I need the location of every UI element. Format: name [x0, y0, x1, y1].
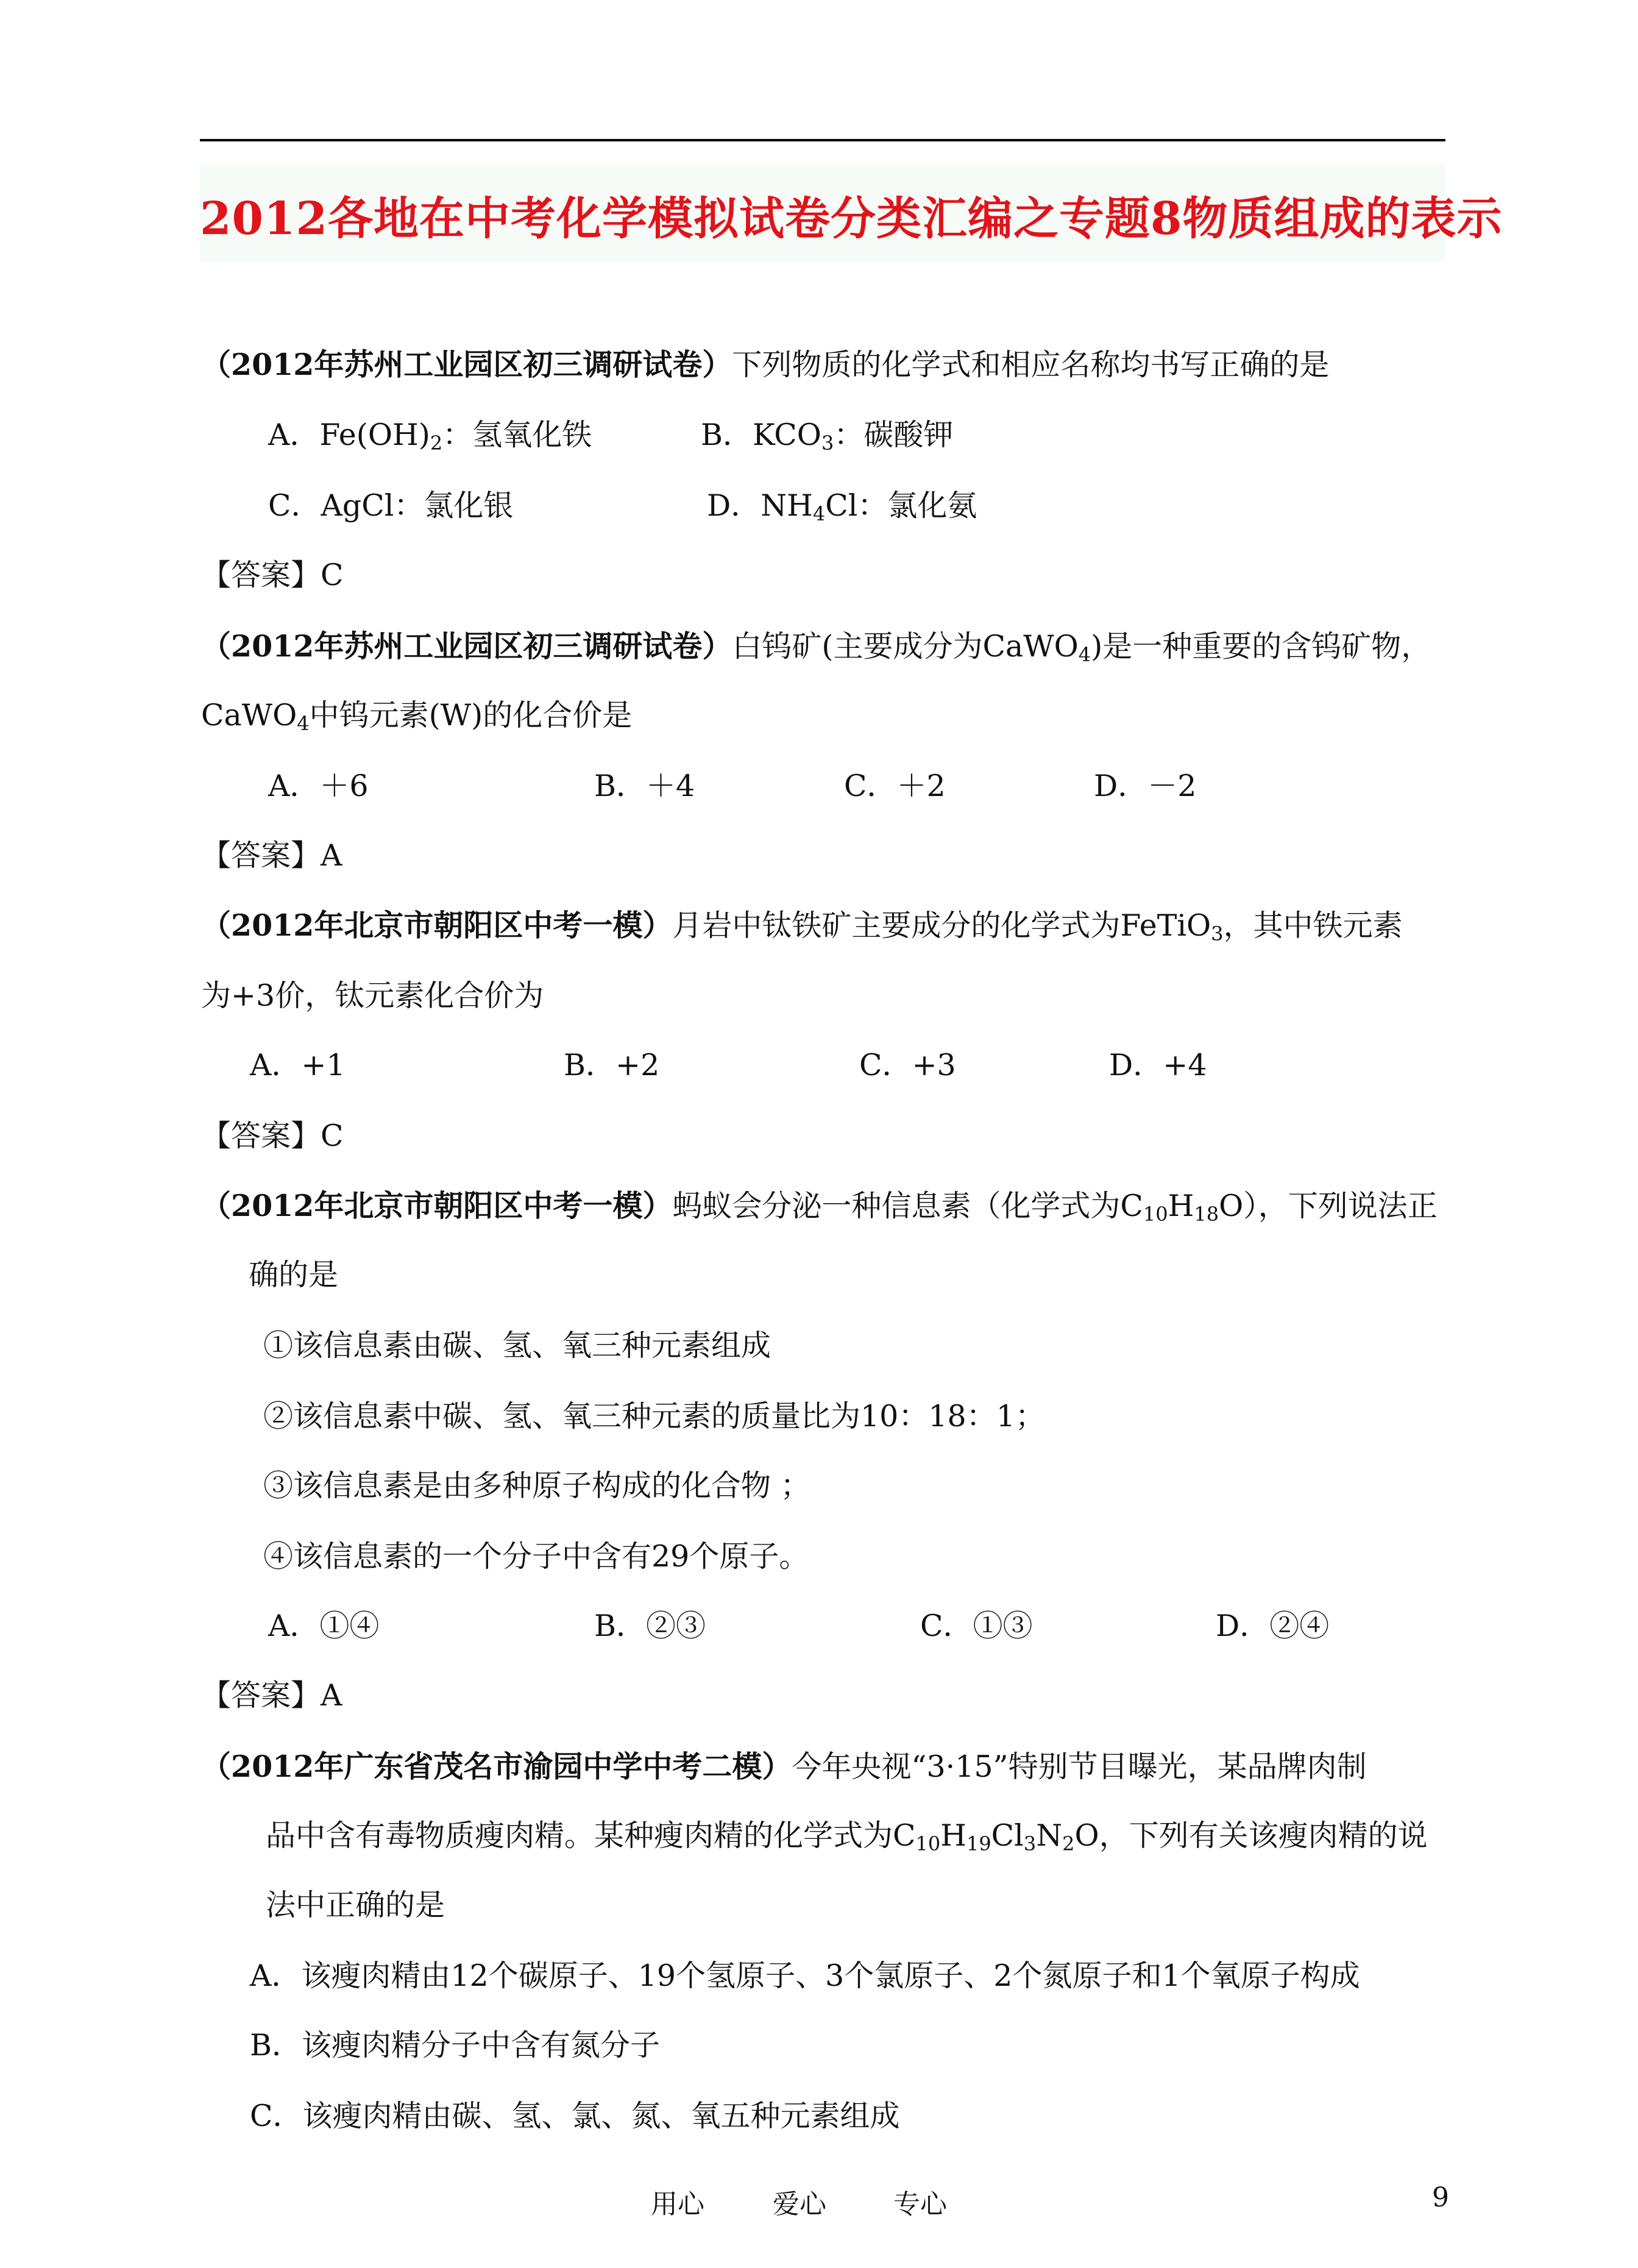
question-source: （2012年北京市朝阳区中考一模）: [201, 908, 673, 943]
page-title: 2012各地在中考化学模拟试卷分类汇编之专题8物质组成的表示: [200, 193, 1503, 245]
q4-option-c: C．①③: [920, 1609, 1033, 1643]
question-2-stem: （2012年苏州工业园区初三调研试卷）白钨矿(主要成分为CaWO$_4$)是一种重要的含钨矿物，: [201, 628, 1431, 666]
question-3-stem: （2012年北京市朝阳区中考一模）月岩中钛铁矿主要成分的化学式为FeTiO$_3$，其中铁元素: [201, 908, 1403, 945]
q2-option-a: A．＋6: [268, 769, 369, 803]
q2-option-d: D．－2: [1094, 769, 1197, 803]
q3-option-a: A．+1: [250, 1048, 346, 1082]
question-source: （2012年苏州工业园区初三调研试卷）: [201, 347, 732, 382]
question-2-stem-cont: CaWO$_4$中钨元素(W)的化合价是: [201, 698, 633, 735]
statement-4: ④该信息素的一个分子中含有29个原子。: [263, 1539, 809, 1574]
question-5-stem: （2012年广东省茂名市渝园中学中考二模）今年央视“3·15”特别节目曝光，某品牌肉制: [201, 1749, 1367, 1784]
q4-option-d: D．②④: [1216, 1609, 1330, 1643]
q2-option-b: B．＋4: [594, 769, 695, 803]
q1-option-c: C．AgCl：氯化银: [268, 488, 514, 523]
question-1-stem: [201, 346, 1329, 383]
q1-option-a: A．$Fe(OH)_2$：氢氧化铁: [268, 418, 592, 455]
statement-1: ①该信息素由碳、氢、氧三种元素组成: [263, 1328, 771, 1363]
q4-answer: 【答案】A: [201, 1678, 342, 1713]
statement-2: ②该信息素中碳、氢、氧三种元素的质量比为10：18：1；: [263, 1399, 1045, 1434]
q2-answer: 【答案】A: [201, 838, 342, 873]
header-rule: [200, 139, 1445, 141]
question-text: 下列物质的化学式和相应名称均书写正确的是: [732, 347, 1330, 382]
question-4-stem-cont: 确的是: [249, 1257, 339, 1292]
q1-option-d: D．$NH_4Cl$：氯化氨: [707, 488, 977, 525]
statement-3: ③该信息素是由多种原子构成的化合物 ；: [263, 1468, 810, 1503]
q3-option-c: C．+3: [859, 1048, 956, 1082]
q5-option-c: C．该瘦肉精由碳、氢、氯、氮、氧五种元素组成: [250, 2099, 900, 2133]
question-5-stem-cont2: 法中正确的是: [266, 1888, 445, 1922]
question-source: （2012年广东省茂名市渝园中学中考二模）: [201, 1749, 792, 1784]
q4-option-a: A．①④: [268, 1609, 380, 1643]
q3-option-b: B．+2: [564, 1048, 660, 1082]
q4-option-b: B．②③: [594, 1609, 706, 1643]
question-5-stem-cont: 品中含有毒物质瘦肉精。某种瘦肉精的化学式为$C_{10}H_{19}Cl_3N_2O$，下列有关该瘦肉精的说: [266, 1818, 1428, 1855]
q5-option-b: B．该瘦肉精分子中含有氮分子: [250, 2028, 661, 2063]
q1-answer: 【答案】C: [201, 558, 344, 592]
footer-slogan-3: 专心: [893, 2189, 947, 2220]
q2-option-c: C．＋2: [844, 769, 946, 803]
footer-slogan-2: 爱心: [773, 2189, 826, 2220]
q3-answer: 【答案】C: [201, 1118, 344, 1153]
question-3-stem-cont: 为+3价，钛元素化合价为: [201, 978, 544, 1013]
footer-slogan-1: 用心: [651, 2189, 704, 2220]
question-4-stem: （2012年北京市朝阳区中考一模）蚂蚁会分泌一种信息素（化学式为$C_{10}H_{18}O$），下列说法正: [201, 1188, 1438, 1226]
q1-option-b: B．$KCO_3$：碳酸钾: [701, 418, 954, 455]
q5-option-a: A．该瘦肉精由12个碳原子、19个氢原子、3个氯原子、2个氮原子和1个氧原子构成: [250, 1958, 1360, 1993]
q3-option-d: D．+4: [1109, 1048, 1207, 1082]
page-number: 9: [1432, 2182, 1449, 2213]
question-source: （2012年苏州工业园区初三调研试卷）: [201, 628, 732, 664]
question-source: （2012年北京市朝阳区中考一模）: [201, 1188, 673, 1223]
